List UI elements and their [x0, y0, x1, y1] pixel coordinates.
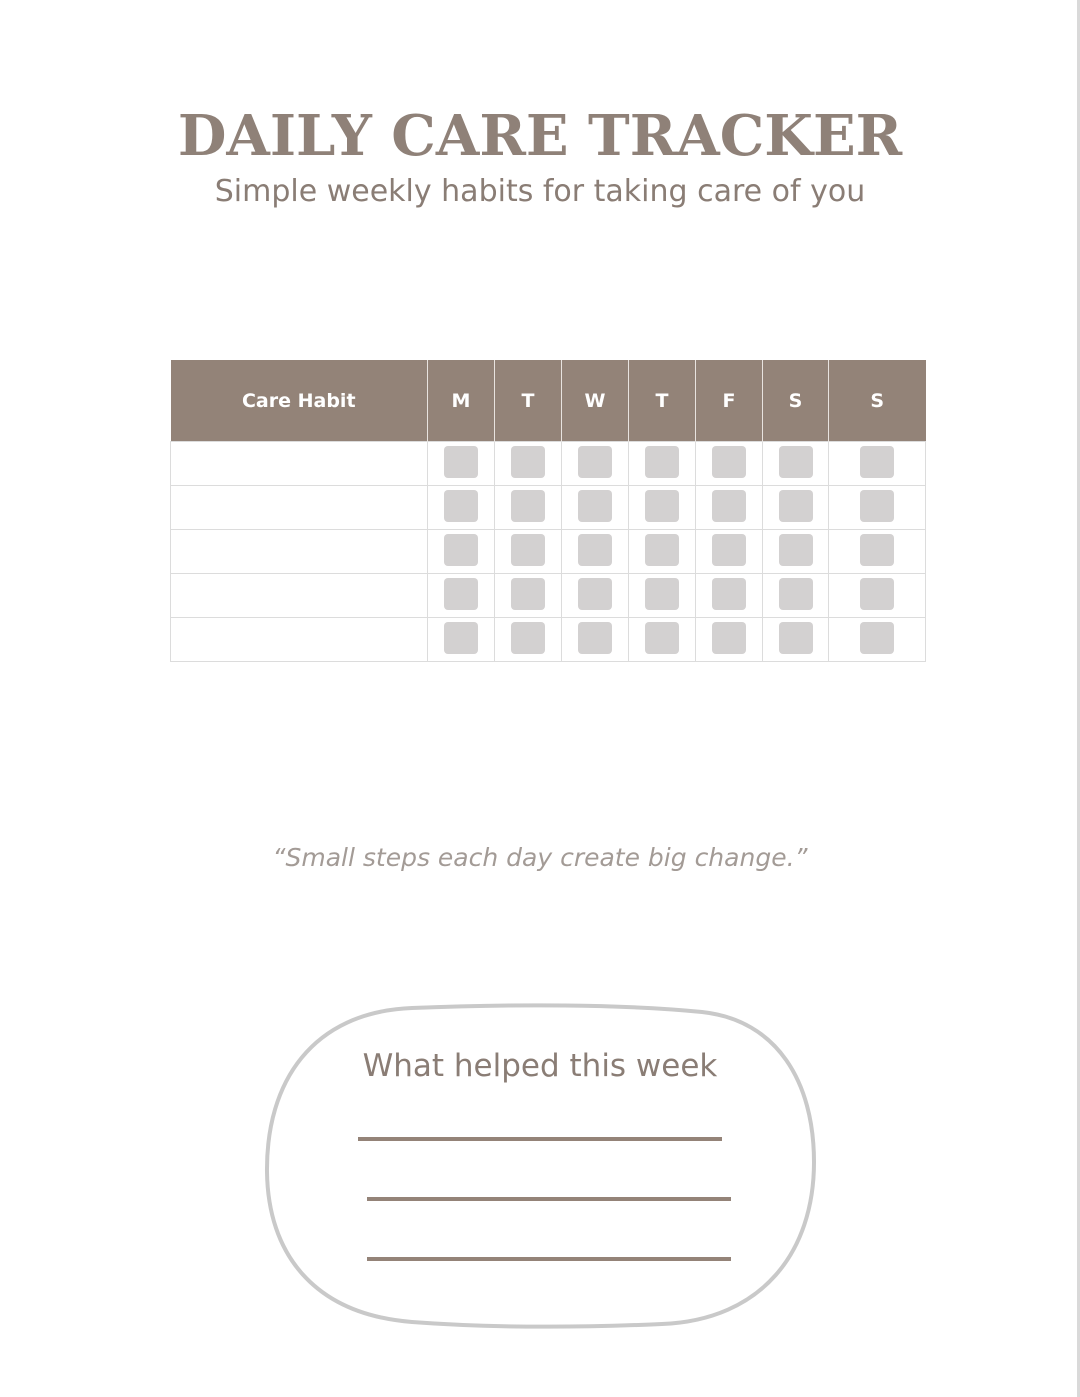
- check-cell: [495, 530, 562, 574]
- checkbox[interactable]: [578, 446, 612, 478]
- checkbox[interactable]: [578, 578, 612, 610]
- checkbox[interactable]: [578, 534, 612, 566]
- checkbox[interactable]: [645, 622, 679, 654]
- table-row: [171, 574, 926, 618]
- checkbox[interactable]: [712, 490, 746, 522]
- check-cell: [763, 530, 829, 574]
- check-cell: [829, 618, 926, 662]
- check-cell: [562, 618, 629, 662]
- check-cell: [829, 574, 926, 618]
- table-row: [171, 618, 926, 662]
- table-header-row: [171, 360, 926, 442]
- checkbox[interactable]: [860, 578, 894, 610]
- checkbox[interactable]: [712, 578, 746, 610]
- check-cell: [495, 486, 562, 530]
- day-header-thursday: T: [629, 360, 696, 442]
- checkbox[interactable]: [779, 534, 813, 566]
- check-cell: [428, 530, 495, 574]
- checkbox[interactable]: [444, 446, 478, 478]
- checkbox[interactable]: [444, 622, 478, 654]
- checkbox[interactable]: [712, 534, 746, 566]
- check-cell: [696, 618, 763, 662]
- checkbox[interactable]: [444, 490, 478, 522]
- check-cell: [562, 530, 629, 574]
- checkbox[interactable]: [779, 490, 813, 522]
- check-cell: [428, 618, 495, 662]
- check-cell: [629, 486, 696, 530]
- checkbox[interactable]: [645, 446, 679, 478]
- checkbox[interactable]: [511, 578, 545, 610]
- checkbox[interactable]: [860, 534, 894, 566]
- check-cell: [495, 618, 562, 662]
- check-cell: [629, 618, 696, 662]
- checkbox[interactable]: [511, 534, 545, 566]
- day-header-friday: F: [696, 360, 763, 442]
- reflection-title: What helped this week: [362, 1048, 718, 1084]
- habit-tracker-table: [170, 360, 926, 662]
- answer-line-2[interactable]: [367, 1197, 731, 1201]
- check-cell: [696, 574, 763, 618]
- habit-cell[interactable]: [171, 618, 428, 662]
- checkbox[interactable]: [712, 446, 746, 478]
- checkbox[interactable]: [578, 490, 612, 522]
- day-header-sunday: S: [829, 360, 926, 442]
- check-cell: [829, 486, 926, 530]
- habit-cell[interactable]: [171, 530, 428, 574]
- check-cell: [428, 574, 495, 618]
- care-habit-header: Care Habit: [171, 360, 428, 442]
- habit-cell[interactable]: [171, 442, 428, 486]
- check-cell: [495, 442, 562, 486]
- checkbox[interactable]: [712, 622, 746, 654]
- check-cell: [763, 486, 829, 530]
- checkbox[interactable]: [779, 446, 813, 478]
- day-header-wednesday: W: [562, 360, 629, 442]
- day-header-saturday: S: [763, 360, 829, 442]
- checkbox[interactable]: [578, 622, 612, 654]
- check-cell: [495, 574, 562, 618]
- checkbox[interactable]: [860, 490, 894, 522]
- check-cell: [829, 530, 926, 574]
- checkbox[interactable]: [645, 578, 679, 610]
- check-cell: [696, 530, 763, 574]
- check-cell: [629, 442, 696, 486]
- check-cell: [562, 442, 629, 486]
- checkbox[interactable]: [511, 446, 545, 478]
- page-subtitle: Simple weekly habits for taking care of you: [214, 174, 866, 209]
- check-cell: [629, 574, 696, 618]
- check-cell: [763, 442, 829, 486]
- check-cell: [763, 618, 829, 662]
- checkbox[interactable]: [860, 622, 894, 654]
- table-row: [171, 530, 926, 574]
- check-cell: [696, 486, 763, 530]
- check-cell: [763, 574, 829, 618]
- day-header-tuesday: T: [495, 360, 562, 442]
- habit-cell[interactable]: [171, 574, 428, 618]
- table-row: [171, 442, 926, 486]
- checkbox[interactable]: [511, 490, 545, 522]
- motivational-quote: “Small steps each day create big change.”: [272, 843, 808, 872]
- check-cell: [562, 574, 629, 618]
- habit-cell[interactable]: [171, 486, 428, 530]
- table-row: [171, 486, 926, 530]
- check-cell: [562, 486, 629, 530]
- checkbox[interactable]: [511, 622, 545, 654]
- page-title: DAILY CARE TRACKER: [177, 103, 903, 169]
- check-cell: [696, 442, 763, 486]
- check-cell: [829, 442, 926, 486]
- checkbox[interactable]: [645, 490, 679, 522]
- answer-line-1[interactable]: [358, 1137, 722, 1141]
- checkbox[interactable]: [444, 578, 478, 610]
- checkbox[interactable]: [779, 622, 813, 654]
- checkbox[interactable]: [645, 534, 679, 566]
- check-cell: [428, 486, 495, 530]
- answer-line-3[interactable]: [367, 1257, 731, 1261]
- day-header-monday: M: [428, 360, 495, 442]
- check-cell: [428, 442, 495, 486]
- checkbox[interactable]: [860, 446, 894, 478]
- checkbox[interactable]: [444, 534, 478, 566]
- check-cell: [629, 530, 696, 574]
- checkbox[interactable]: [779, 578, 813, 610]
